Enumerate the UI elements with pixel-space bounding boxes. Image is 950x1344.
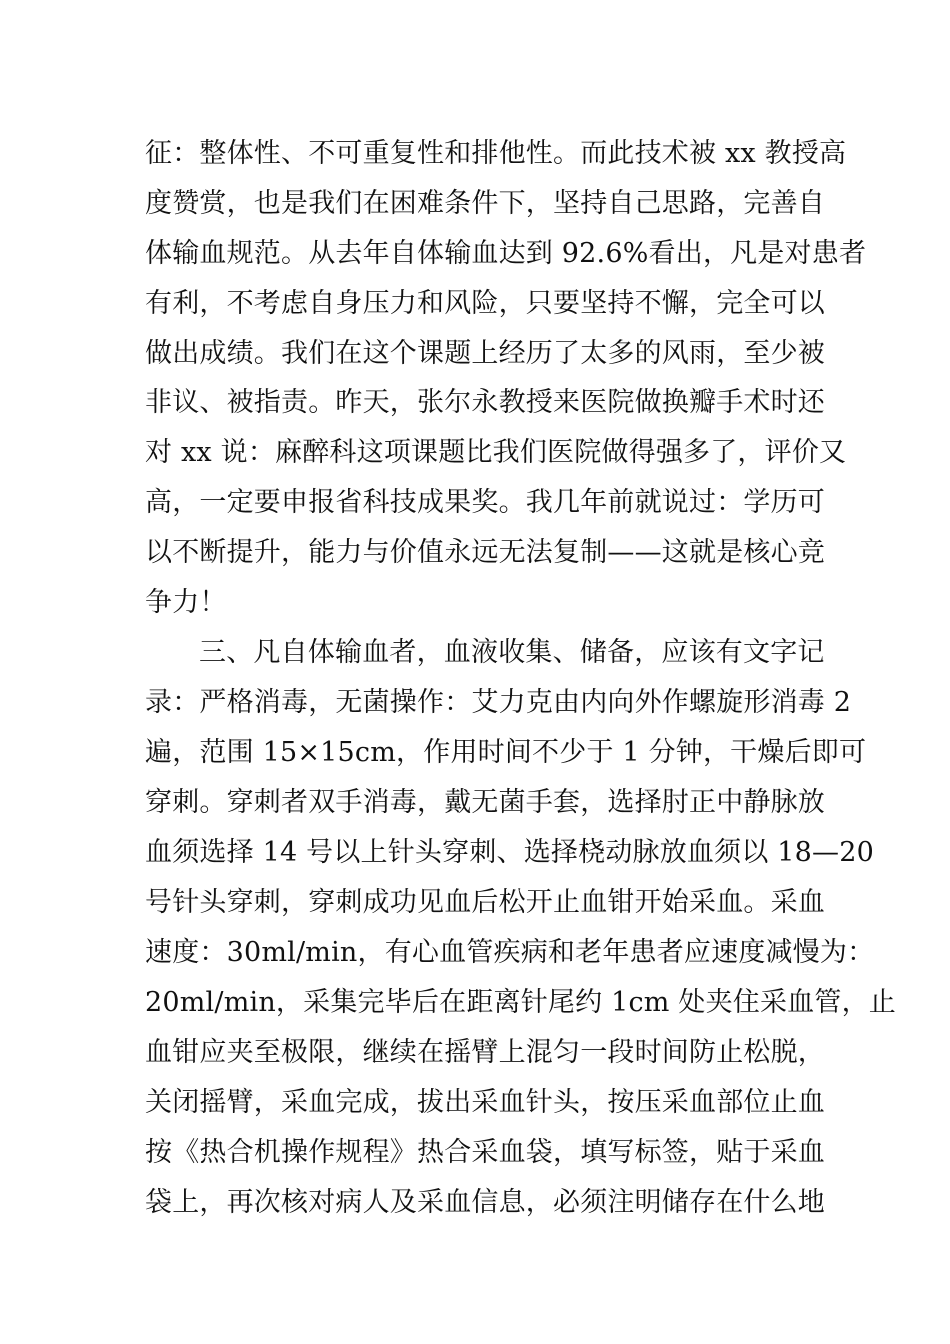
text-line: 血须选择 14 号以上针头穿刺、选择桡动脉放血须以 18—20 bbox=[145, 837, 875, 868]
text-line: 体输血规范。从去年自体输血达到 92.6%看出，凡是对患者 bbox=[145, 238, 867, 269]
text-line: 有利，不考虑自身压力和风险，只要坚持不懈，完全可以 bbox=[145, 288, 825, 319]
text-line: 按《热合机操作规程》热合采血袋，填写标签，贴于采血 bbox=[145, 1137, 825, 1168]
text-line: 对 xx 说：麻醉科这项课题比我们医院做得强多了，评价又 bbox=[145, 437, 847, 468]
text-line: 征：整体性、不可重复性和排他性。而此技术被 xx 教授高 bbox=[145, 138, 847, 169]
text-line: 20ml/min，采集完毕后在距离针尾约 1cm 处夹住采血管，止 bbox=[145, 987, 896, 1018]
text-line: 穿刺。穿刺者双手消毒，戴无菌手套，选择肘正中静脉放 bbox=[145, 787, 825, 818]
text-line: 高，一定要申报省科技成果奖。我几年前就说过：学历可 bbox=[145, 487, 825, 518]
text-line: 录：严格消毒，无菌操作：艾力克由内向外作螺旋形消毒 2 bbox=[145, 687, 852, 718]
text-line: 关闭摇臂，采血完成，拔出采血针头，按压采血部位止血 bbox=[145, 1087, 825, 1118]
text-line: 速度：30ml/min，有心血管疾病和老年患者应速度减慢为： bbox=[145, 937, 875, 968]
text-line: 以不断提升，能力与价值永远无法复制——这就是核心竞 bbox=[145, 537, 825, 568]
text-line: 血钳应夹至极限，继续在摇臂上混匀一段时间防止松脱， bbox=[145, 1037, 825, 1068]
text-line: 争力！ bbox=[145, 587, 227, 618]
paragraph-first-line: 三、凡自体输血者，血液收集、储备，应该有文字记 bbox=[199, 637, 825, 668]
text-line: 度赞赏，也是我们在困难条件下，坚持自己思路，完善自 bbox=[145, 188, 825, 219]
text-line: 袋上，再次核对病人及采血信息，必须注明储存在什么地 bbox=[145, 1187, 825, 1218]
text-line: 遍，范围 15×15cm，作用时间不少于 1 分钟，干燥后即可 bbox=[145, 737, 867, 768]
text-line: 做出成绩。我们在这个课题上经历了太多的风雨，至少被 bbox=[145, 338, 825, 369]
text-line: 号针头穿刺，穿刺成功见血后松开止血钳开始采血。采血 bbox=[145, 887, 825, 918]
text-line: 非议、被指责。昨天，张尔永教授来医院做换瓣手术时还 bbox=[145, 387, 825, 418]
